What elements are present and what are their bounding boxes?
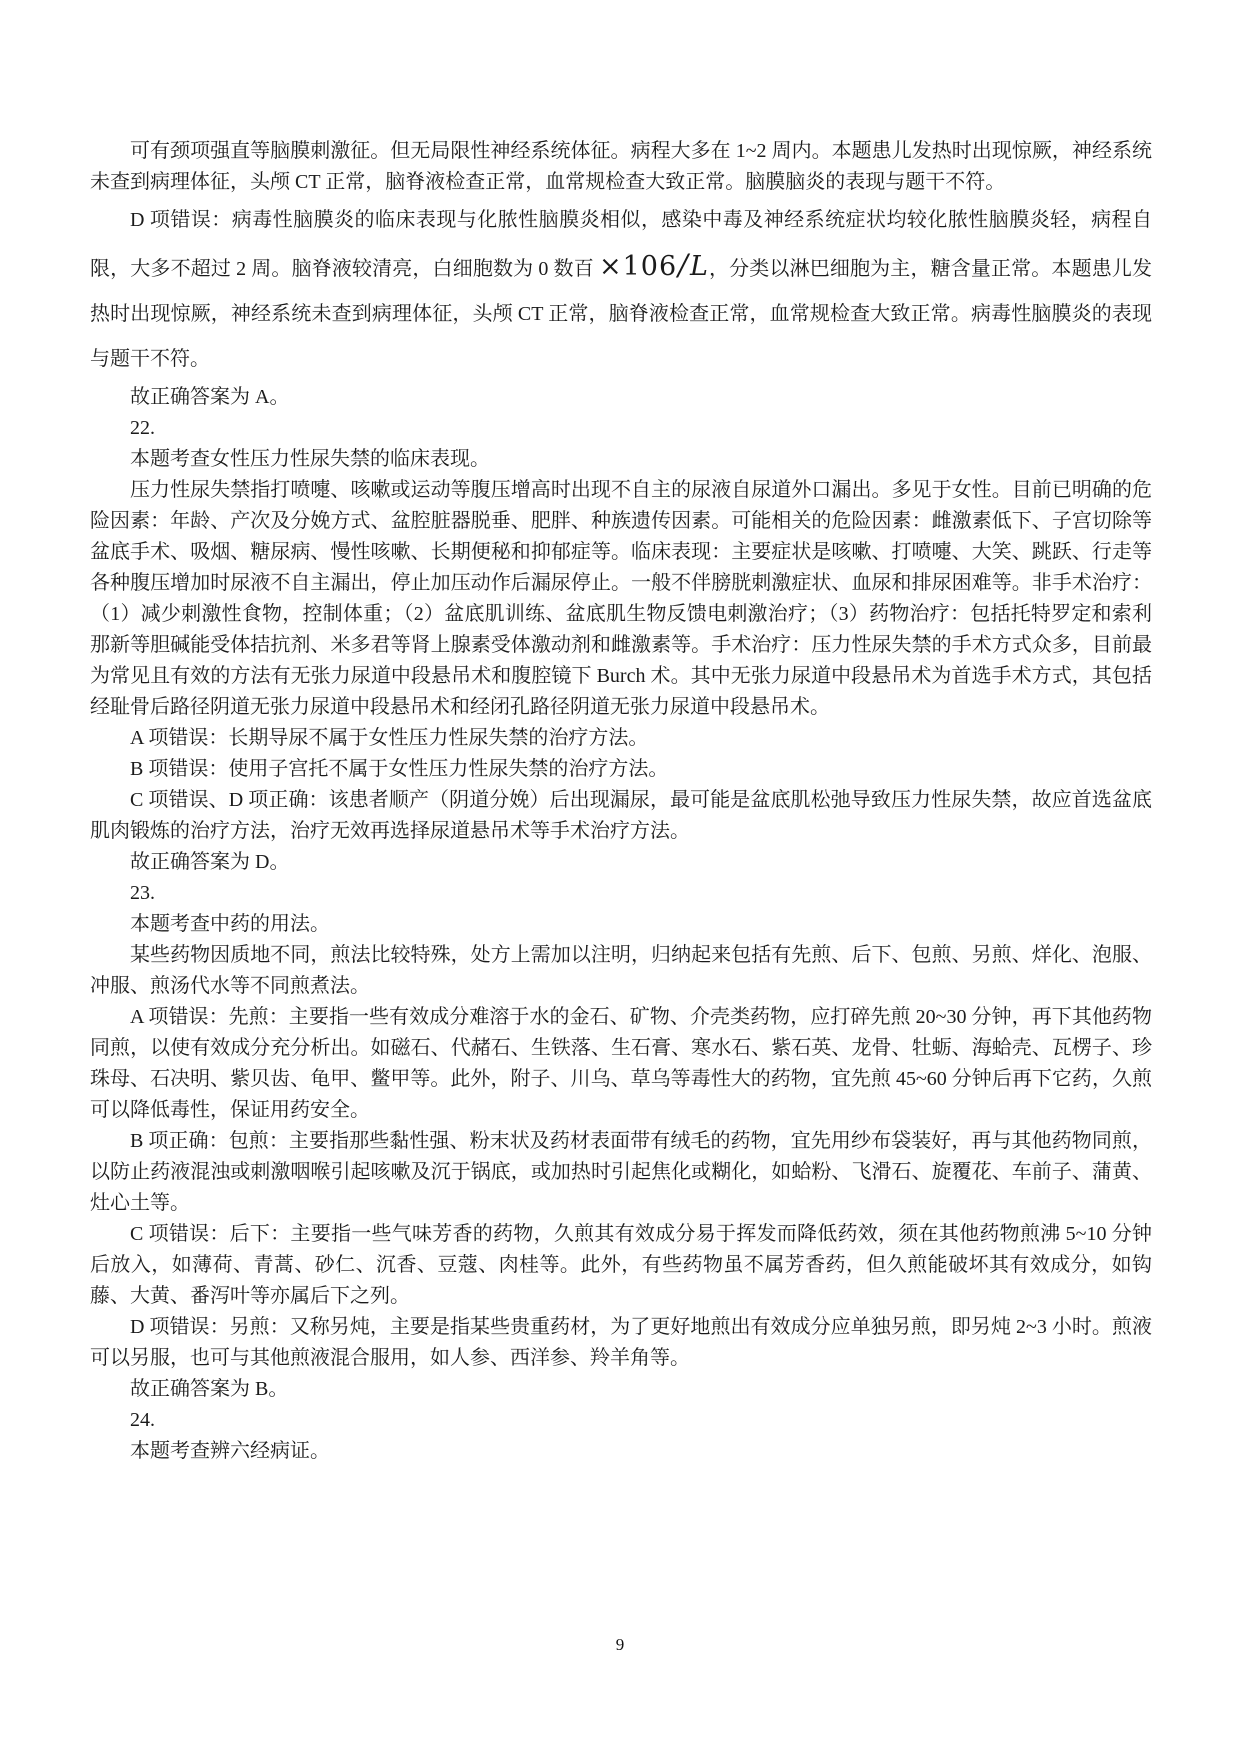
paragraph-option-b-q22: B 项错误：使用子宫托不属于女性压力性尿失禁的治疗方法。 <box>130 758 669 780</box>
paragraph-option-d-viral-meningitis <box>90 198 1152 382</box>
answer-line-q21: 故正确答案为 A。 <box>130 386 290 408</box>
paragraph-option-a-q22: A 项错误：长期导尿不属于女性压力性尿失禁的治疗方法。 <box>130 727 649 749</box>
paragraph-option-cd-q22: C 项错误、D 项正确：该患者顺产（阴道分娩）后出现漏尿，最可能是盆底肌松弛导致压力性尿失禁，故应首选盆底肌肉锻炼的治疗方法，治疗无效再选择尿道悬吊术等手术治疗方法。 <box>90 789 1152 842</box>
paragraph-option-c-q23: C 项错误：后下：主要指一些气味芳香的药物，久煎其有效成分易于挥发而降低药效，须在其他药物煎沸 5~10 分钟后放入，如薄荷、青蒿、砂仁、沉香、豆蔻、肉桂等。此外，有些药物虽不属芳香药，但久煎能破坏其有效成分，如钩藤、大黄、番泻叶等亦属后下之列。 <box>90 1223 1152 1307</box>
formula-unit-liter: L <box>689 251 709 282</box>
paragraph-option-b-q23: B 项正确：包煎：主要指那些黏性强、粉末状及药材表面带有绒毛的药物，宜先用纱布袋装好，再与其他药物同煎，以防止药液混浊或刺激咽喉引起咳嗽及沉于锅底，或加热时引起焦化或糊化，如蛤粉、飞滑石、旋覆花、车前子、蒲黄、灶心土等。 <box>90 1130 1152 1214</box>
formula-slash: / <box>678 248 689 282</box>
answer-line-q22: 故正确答案为 D。 <box>130 851 290 873</box>
answer-line-q23: 故正确答案为 B。 <box>130 1378 289 1400</box>
paragraph-meningitis-continuation: 可有颈项强直等脑膜刺激征。但无局限性神经系统体征。病程大多在 1~2 周内。本题患儿发热时出现惊厥，神经系统未查到病理体征，头颅 CT 正常，脑脊液检查正常，血常规检查大致正常。脑膜脑炎的表现与题干不符。 <box>90 140 1152 193</box>
paragraph-decoction-methods-overview: 某些药物因质地不同，煎法比较特殊，处方上需加以注明，归纳起来包括有先煎、后下、包煎、另煎、烊化、泡服、冲服、煎汤代水等不同煎煮法。 <box>90 944 1152 997</box>
document-content <box>90 136 1152 1467</box>
question-number-24: 24. <box>130 1409 155 1431</box>
option-d-text-after-formula: ，分类以淋巴细胞为主，糖含量正常。本题患儿发热时出现惊厥，神经系统未查到病理体征，头颅 CT 正常，脑脊液检查正常，血常规检查大致正常。病毒性脑膜炎的表现与题干不符。 <box>90 258 1153 370</box>
formula-coefficient: ×106 <box>598 251 678 282</box>
paragraph-stress-incontinence-overview: 压力性尿失禁指打喷嚏、咳嗽或运动等腹压增高时出现不自主的尿液自尿道外口漏出。多见于女性。目前已明确的危险因素：年龄、产次及分娩方式、盆腔脏器脱垂、肥胖、种族遗传因素。可能相关的危险因素：雌激素低下、子宫切除等盆底手术、吸烟、糖尿病、慢性咳嗽、长期便秘和抑郁症等。临床表现：主要症状是咳嗽、打喷嚏、大笑、跳跃、行走等各种腹压增加时尿液不自主漏出，停止加压动作后漏尿停止。一般不伴膀胱刺激症状、血尿和排尿困难等。非手术治疗：（1）减少刺激性食物，控制体重；（2）盆底肌训练、盆底肌生物反馈电刺激治疗；（3）药物治疗：包括托特罗定和索利那新等胆碱能受体拮抗剂、米多君等肾上腺素受体激动剂和雌激素等。手术治疗：压力性尿失禁的手术方式众多，目前最为常见且有效的方法有无张力尿道中段悬吊术和腹腔镜下 Burch 术。其中无张力尿道中段悬吊术为首选手术方式，其包括经耻骨后路径阴道无张力尿道中段悬吊术和经闭孔路径阴道无张力尿道中段悬吊术。 <box>90 479 1152 718</box>
option-d-text-before-formula: D 项错误：病毒性脑膜炎的临床表现与化脓性脑膜炎相似，感染中毒及神经系统症状均较化脓性脑膜炎轻，病程自限，大多不超过 2 周。脑脊液较清亮，白细胞数为 0 数百 <box>90 209 1152 280</box>
page-number: 9 <box>615 1635 625 1654</box>
question-number-22: 22. <box>130 417 155 439</box>
exam-point-q23: 本题考查中药的用法。 <box>130 913 330 935</box>
paragraph-option-d-q23: D 项错误：另煎：又称另炖，主要是指某些贵重药材，为了更好地煎出有效成分应单独另煎，即另炖 2~3 小时。煎液可以另服，也可与其他煎液混合服用，如人参、西洋参、羚羊角等。 <box>90 1316 1152 1369</box>
question-number-23: 23. <box>130 882 155 904</box>
wbc-count-formula <box>598 248 709 282</box>
exam-point-q24: 本题考查辨六经病证。 <box>130 1440 330 1462</box>
paragraph-option-a-q23: A 项错误：先煎：主要指一些有效成分难溶于水的金石、矿物、介壳类药物，应打碎先煎 20~30 分钟，再下其他药物同煎，以使有效成分充分析出。如磁石、代赭石、生铁落、生石膏、寒水石、紫石英、龙骨、牡蛎、海蛤壳、瓦楞子、珍珠母、石决明、紫贝齿、龟甲、鳖甲等。此外，附子、川乌、草乌等毒性大的药物，宜先煎 45~60 分钟后再下它药，久煎可以降低毒性，保证用药安全。 <box>90 1006 1152 1121</box>
exam-point-q22: 本题考查女性压力性尿失禁的临床表现。 <box>130 448 490 470</box>
